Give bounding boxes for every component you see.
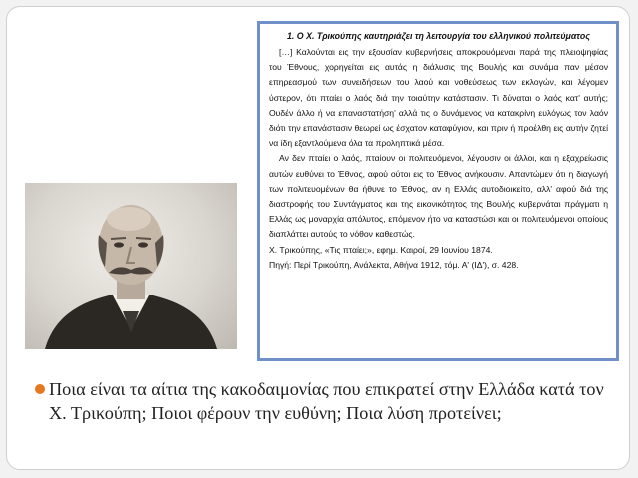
portrait-photo — [25, 183, 237, 349]
question-text: Ποια είναι τα αίτια της κακοδαιμονίας που επικρατεί στην Ελλάδα κατά τον Χ. Τρικούπη; Ποιοι φέρουν την ευθύνη; Ποια λύση προτείνει; — [49, 379, 604, 423]
portrait-illustration — [25, 183, 237, 349]
source-title: 1. Ο Χ. Τρικούπης καυτηριάζει τη λειτουργία του ελληνικού πολιτεύματος — [287, 31, 590, 41]
source-origin: Πηγή: Περί Τρικούπη, Ανάλεκτα, Αθήνα 1912, τόμ. Α' (ΙΔ'), σ. 428. — [269, 259, 519, 270]
discussion-question — [49, 377, 619, 425]
bullet-icon — [35, 384, 45, 394]
source-paragraph-1: […] Καλούνται εις την εξουσίαν κυβερνήσεις αποκρουόμεναι παρά της πλειοψηφίας του Έθνους, χορηγείται εις αυτάς η διάλυσις της Βουλής και συνάμα παν μέσον επηρεασμού των συνειδήσεων του λαού και νοθεύσεως των εκλογών, και λέγομεν ύστερον, ότι πταίει ο λαός διά την τοιαύτην κατάστασιν. Τι δύναται ο λαός κατ' αυτής; Ουδέν άλλο ή να επαναστατήση' αλλά τις ο δυνάμενος να κατακρίνη ευλόγως τον λαόν διότι την επανάστασιν θεωρεί ως έσχατον καταφύγιον, και πριν ή προέλθη εις αυτήν ζητεί να ίδη εξαντλούμενα όλα τα προληπτικά μέσα. — [269, 47, 608, 149]
slide — [6, 6, 630, 470]
source-citation: Χ. Τρικούπης, «Τις πταίει;», εφημ. Καιροί, 29 Ιουνίου 1874. — [269, 244, 493, 255]
source-paragraph-2: Αν δεν πταίει ο λαός, πταίουν οι πολιτευόμενοι, λέγουσιν οι άλλοι, και η εξαχρείωσις αυτών ευθύνει το Έθνος, αφού ούτοι εις το Έθνος ανήκουσιν. Απαντώμεν ότι η διαγωγή των πολιτευομένων θα ήθυνε το Έθνος, αν η Ελλάς αυτοδιοικείτο, αλλ' αφού διά της διαστροφής του Συντάγματος και της εικονικότητος της Βουλής κυβερνάται πράγματι η Ελλάς ως μοναρχία απόλυτος, επόμενον ήτο να καταστώσι και οι πολιτευόμενοι οποίους διαπλάττει αυτούς το νόθον καθεστώς. — [269, 153, 608, 240]
source-excerpt-box — [257, 21, 619, 361]
